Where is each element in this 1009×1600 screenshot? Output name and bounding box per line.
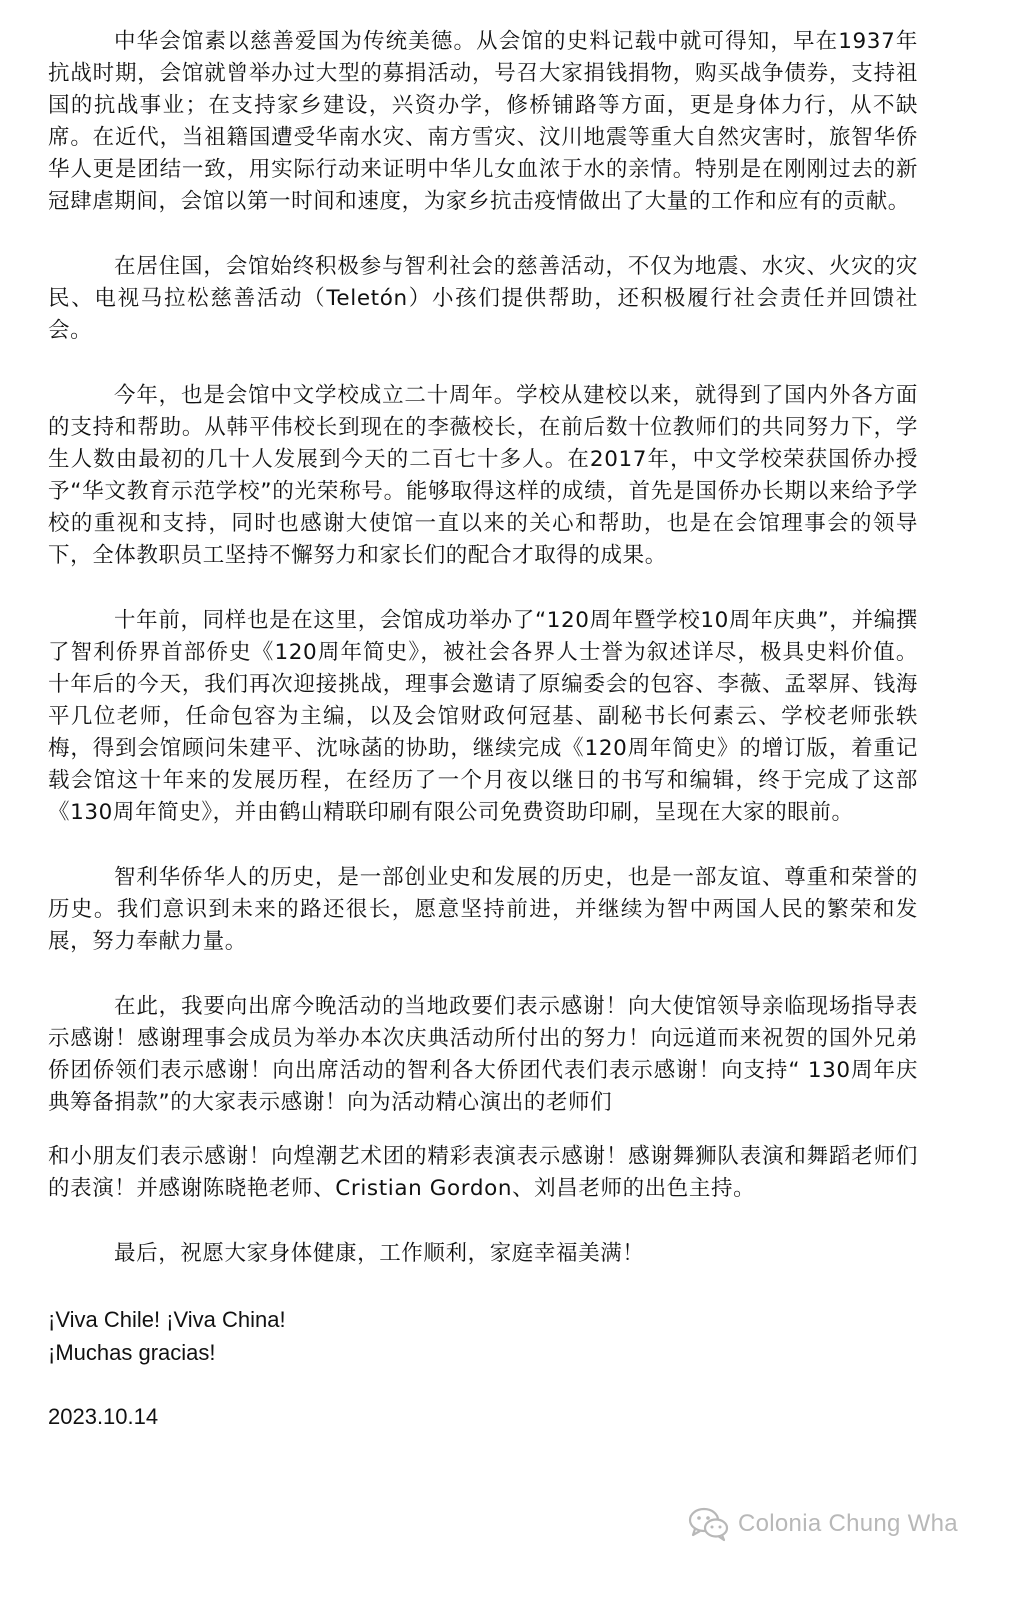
paragraph-thanks-part2: 和小朋友们表示感谢！向煌潮艺术团的精彩表演表示感谢！感谢舞狮队表演和舞蹈老师们的表演！并感谢陈晓艳老师、Cristian Gordon、刘昌老师的出色主持。	[48, 1144, 918, 1201]
paragraph-thanks-part1: 在此，我要向出席今晚活动的当地政要们表示感谢！向大使馆领导亲临现场指导表示感谢！感谢理事会成员为举办本次庆典活动所付出的努力！向远道而来祝贺的国外兄弟侨团侨领们表示感谢！向出席活动的智利各大侨团代表们表示感谢！向支持“ 130周年庆典筹备捐款”的大家表示感谢！向为活动精心演出的老师们	[48, 994, 918, 1115]
wechat-icon	[688, 1506, 730, 1542]
paragraph-chinese-school: 今年，也是会馆中文学校成立二十周年。学校从建校以来，就得到了国内外各方面的支持和帮助。从韩平伟校长到现在的李薇校长，在前后数十位教师们的共同努力下，学生人数由最初的几十人发展到今天的二百七十多人。在2017年，中文学校荣获国侨办授予“华文教育示范学校”的光荣称号。能够取得这样的成绩，首先是国侨办长期以来给予学校的重视和支持，同时也感谢大使馆一直以来的关心和帮助，也是在会馆理事会的领导下，全体教职员工坚持不懈努力和家长们的配合才取得的成果。	[48, 383, 918, 568]
viva-line: ¡Viva Chile! ¡Viva China!	[48, 1307, 286, 1332]
letter-date: 2023.10.14	[48, 1404, 159, 1429]
watermark-text: Colonia Chung Wha	[738, 1510, 958, 1537]
paragraph-overseas-history: 智利华侨华人的历史，是一部创业史和发展的历史，也是一部友谊、尊重和荣誉的历史。我们意识到未来的路还很长，愿意坚持前进，并继续为智中两国人民的繁荣和发展，努力奉献力量。	[48, 865, 918, 954]
watermark	[688, 1504, 958, 1544]
closing-wishes: 最后，祝愿大家身体健康，工作顺利，家庭幸福美满！	[114, 1241, 645, 1266]
letter-body	[48, 26, 918, 1432]
paragraph-history-book: 十年前，同样也是在这里，会馆成功举办了“120周年暨学校10周年庆典”，并编撰了智利侨界首部侨史《120周年简史》，被社会各界人士誉为叙述详尽，极具史料价值。十年后的今天，我们再次迎接挑战，理事会邀请了原编委会的包容、李薇、孟翠屏、钱海平几位老师，任命包容为主编，以及会馆财政何冠基、副秘书长何素云、学校老师张轶梅，得到会馆顾问朱建平、沈咏菡的协助，继续完成《120周年简史》的增订版，着重记载会馆这十年来的发展历程，在经历了一个月夜以继日的书写和编辑，终于完成了这部《130周年简史》，并由鹤山精联印刷有限公司免费资助印刷，呈现在大家的眼前。	[48, 608, 918, 825]
paragraph-local-charity: 在居住国，会馆始终积极参与智利社会的慈善活动，不仅为地震、水灾、火灾的灾民、电视马拉松慈善活动（Teletón）小孩们提供帮助，还积极履行社会责任并回馈社会。	[48, 254, 918, 343]
gracias-line: ¡Muchas gracias!	[48, 1340, 216, 1365]
paragraph-charity-tradition: 中华会馆素以慈善爱国为传统美德。从会馆的史料记载中就可得知，早在1937年抗战时期，会馆就曾举办过大型的募捐活动，号召大家捐钱捐物，购买战争债券，支持祖国的抗战事业；在支持家乡建设，兴资办学，修桥铺路等方面，更是身体力行，从不缺席。在近代，当祖籍国遭受华南水灾、南方雪灾、汶川地震等重大自然灾害时，旅智华侨华人更是团结一致，用实际行动来证明中华儿女血浓于水的亲情。特别是在刚刚过去的新冠肆虐期间，会馆以第一时间和速度，为家乡抗击疫情做出了大量的工作和应有的贡献。	[48, 29, 918, 214]
